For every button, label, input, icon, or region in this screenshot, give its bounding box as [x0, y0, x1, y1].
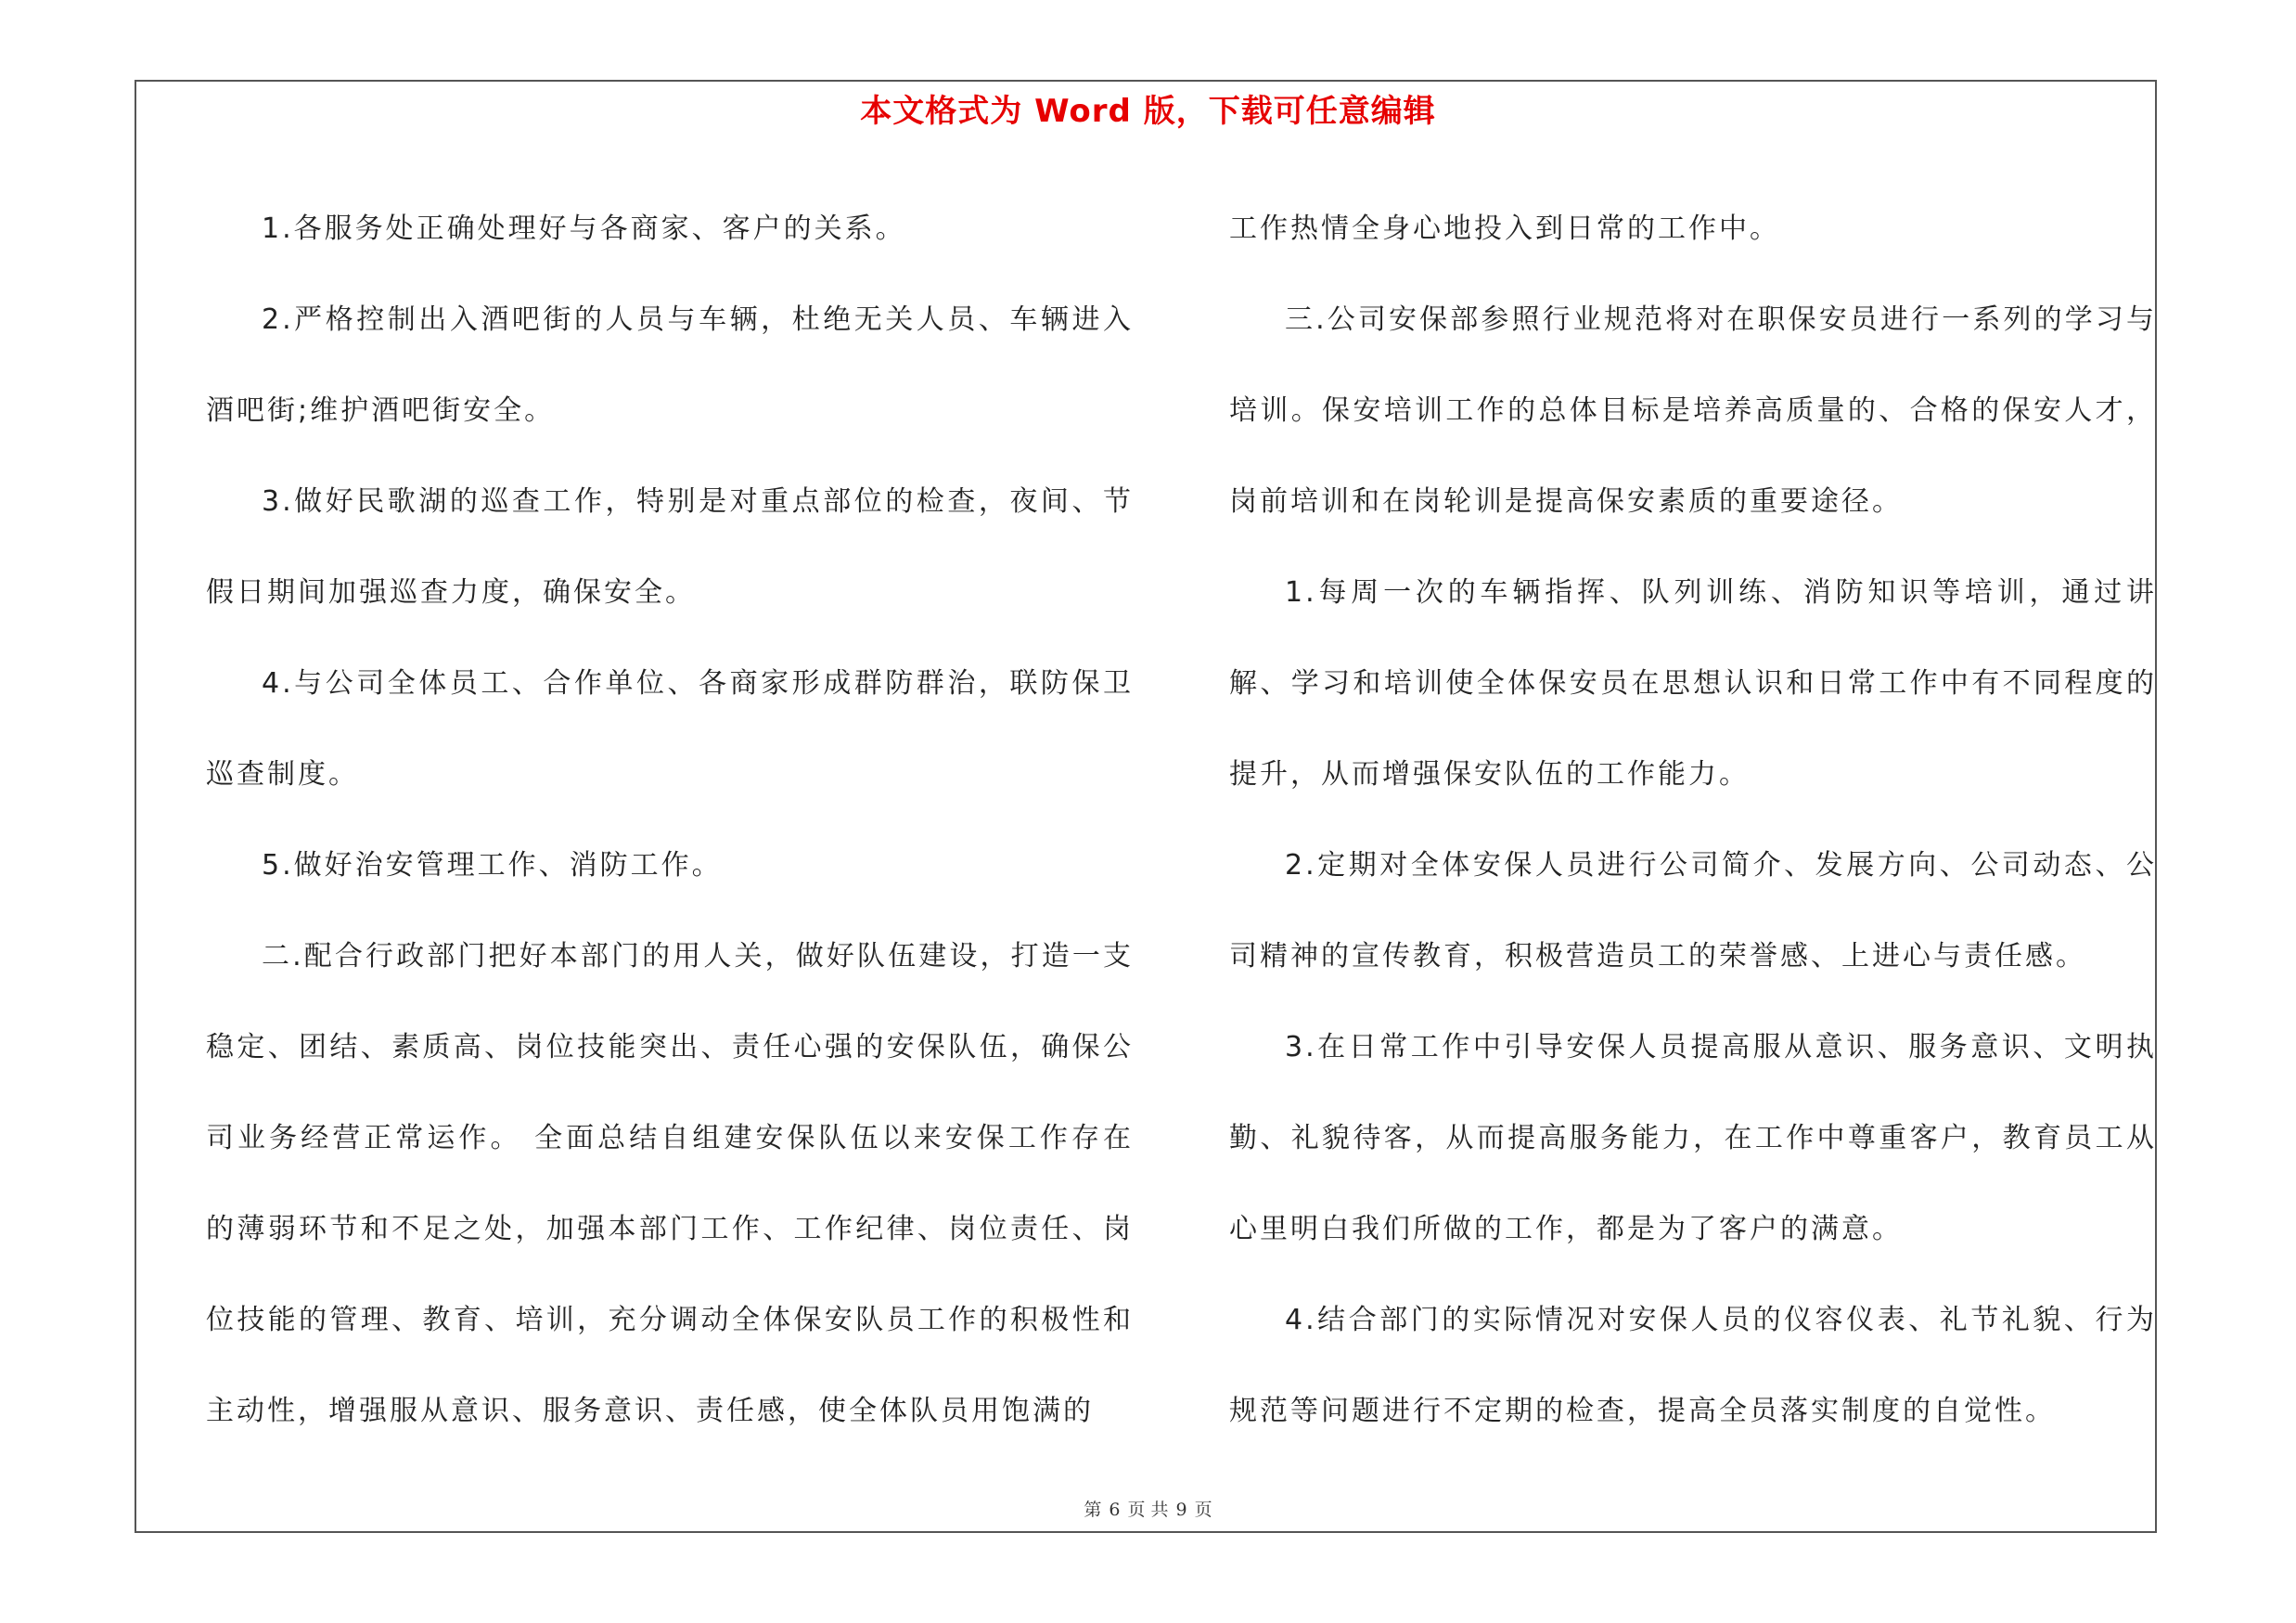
- header-banner: 本文格式为 Word 版，下载可任意编辑: [860, 93, 1436, 130]
- left-column: [206, 184, 1134, 1457]
- left-paragraph-6: 二.配合行政部门把好本部门的用人关，做好队伍建设，打造一支稳定、团结、素质高、岗位技能突出、责任心强的安保队伍，确保公司业务经营正常运作。 全面总结自组建安保队伍以来安保工作存在的薄弱环节和不足之处，加强本部门工作、工作纪律、岗位责任、岗位技能的管理、教育、培训，充分调动全体保安队员工作的积极性和主动性，增强服从意识、服务意识、责任感，使全体队员用饱满的: [206, 940, 1134, 1427]
- right-paragraph-1: 三.公司安保部参照行业规范将对在职保安员进行一系列的学习与培训。保安培训工作的总体目标是培养高质量的、合格的保安人才，岗前培训和在岗轮训是提高保安素质的重要途径。: [1229, 303, 2157, 518]
- right-paragraph-3: 2.定期对全体安保人员进行公司简介、发展方向、公司动态、公司精神的宣传教育，积极营造员工的荣誉感、上进心与责任感。: [1229, 849, 2157, 973]
- footer-current-page: 6: [1109, 1500, 1121, 1520]
- right-paragraph-2: 1.每周一次的车辆指挥、队列训练、消防知识等培训，通过讲解、学习和培训使全体保安员在思想认识和日常工作中有不同程度的提升，从而增强保安队伍的工作能力。: [1229, 576, 2157, 791]
- right-continuation: 工作热情全身心地投入到日常的工作中。: [1229, 213, 1780, 245]
- left-paragraph-4: 4.与公司全体员工、合作单位、各商家形成群防群治，联防保卫巡查制度。: [206, 667, 1134, 791]
- footer-mid: 页 共: [1127, 1500, 1169, 1520]
- footer-total-pages: 9: [1175, 1500, 1187, 1520]
- left-paragraph-3: 3.做好民歌湖的巡查工作，特别是对重点部位的检查，夜间、节假日期间加强巡查力度，确保安全。: [206, 485, 1134, 609]
- left-paragraph-5: 5.做好治安管理工作、消防工作。: [262, 849, 723, 882]
- page-number-footer: [0, 1496, 2296, 1521]
- footer-prefix: 第: [1084, 1500, 1102, 1520]
- footer-suffix: 页: [1194, 1500, 1212, 1520]
- left-paragraph-2: 2.严格控制出入酒吧街的人员与车辆，杜绝无关人员、车辆进入酒吧街;维护酒吧街安全。: [206, 303, 1134, 427]
- left-paragraph-1: 1.各服务处正确处理好与各商家、客户的关系。: [262, 213, 906, 245]
- right-paragraph-4: 3.在日常工作中引导安保人员提高服从意识、服务意识、文明执勤、礼貌待客，从而提高服务能力，在工作中尊重客户，教育员工从心里明白我们所做的工作，都是为了客户的满意。: [1229, 1031, 2157, 1245]
- right-paragraph-5: 4.结合部门的实际情况对安保人员的仪容仪表、礼节礼貌、行为规范等问题进行不定期的检查，提高全员落实制度的自觉性。: [1229, 1304, 2157, 1427]
- right-column: [1229, 184, 2157, 1457]
